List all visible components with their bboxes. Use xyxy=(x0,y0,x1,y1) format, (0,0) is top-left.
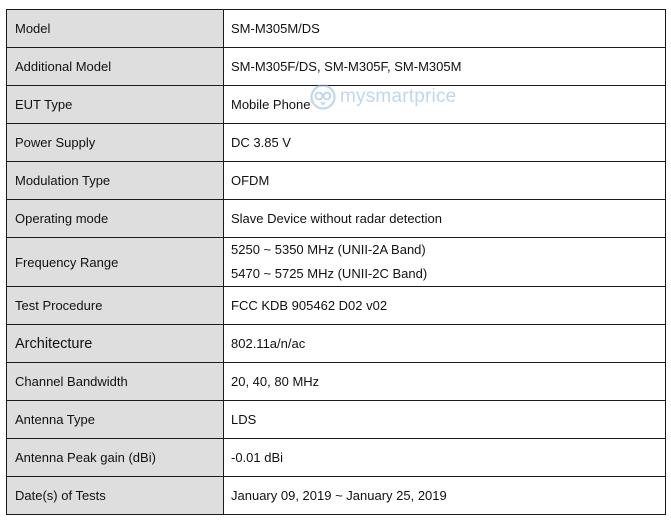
spec-row-additional-model xyxy=(7,48,666,86)
spec-value: LDS xyxy=(224,401,666,439)
spec-value: 802.11a/n/ac xyxy=(224,325,666,363)
spec-label: Power Supply xyxy=(7,124,224,162)
watermark-text: mysmartprice xyxy=(340,86,457,107)
spec-label: Antenna Peak gain (dBi) xyxy=(7,439,224,477)
spec-value: -0.01 dBi xyxy=(224,439,666,477)
spec-value: DC 3.85 V xyxy=(224,124,666,162)
spec-label: Model xyxy=(7,10,224,48)
spec-row-model xyxy=(7,10,666,48)
spec-row-test-dates xyxy=(7,477,666,515)
spec-row-operating-mode xyxy=(7,200,666,238)
spec-value: Slave Device without radar detection xyxy=(224,200,666,238)
spec-row-power-supply xyxy=(7,124,666,162)
spec-value: SM-M305M/DS xyxy=(224,10,666,48)
spec-value: Mobile Phone xyxy=(224,86,666,124)
spec-label: Architecture xyxy=(7,325,224,363)
spec-label: Modulation Type xyxy=(7,162,224,200)
spec-label: Date(s) of Tests xyxy=(7,477,224,515)
spec-row-test-procedure xyxy=(7,287,666,325)
spec-label: Frequency Range xyxy=(7,238,224,287)
spec-value-multiline xyxy=(224,238,666,287)
spec-row-modulation-type xyxy=(7,162,666,200)
spec-label: EUT Type xyxy=(7,86,224,124)
spec-value: OFDM xyxy=(224,162,666,200)
spec-value: FCC KDB 905462 D02 v02 xyxy=(224,287,666,325)
spec-label: Channel Bandwidth xyxy=(7,363,224,401)
frequency-line: 5250 ~ 5350 MHz (UNII-2A Band) xyxy=(231,242,426,257)
spec-value: January 09, 2019 ~ January 25, 2019 xyxy=(224,477,666,515)
spec-row-antenna-type xyxy=(7,401,666,439)
spec-label: Additional Model xyxy=(7,48,224,86)
spec-row-antenna-peak-gain xyxy=(7,439,666,477)
spec-label: Operating mode xyxy=(7,200,224,238)
spec-value: 20, 40, 80 MHz xyxy=(224,363,666,401)
spec-label: Test Procedure xyxy=(7,287,224,325)
spec-table xyxy=(6,9,666,515)
spec-label: Antenna Type xyxy=(7,401,224,439)
spec-row-architecture xyxy=(7,325,666,363)
spec-value: SM-M305F/DS, SM-M305F, SM-M305M xyxy=(224,48,666,86)
spec-row-frequency-range xyxy=(7,238,666,287)
spec-row-channel-bandwidth xyxy=(7,363,666,401)
frequency-line: 5470 ~ 5725 MHz (UNII-2C Band) xyxy=(231,266,428,281)
spec-row-eut-type xyxy=(7,86,666,124)
